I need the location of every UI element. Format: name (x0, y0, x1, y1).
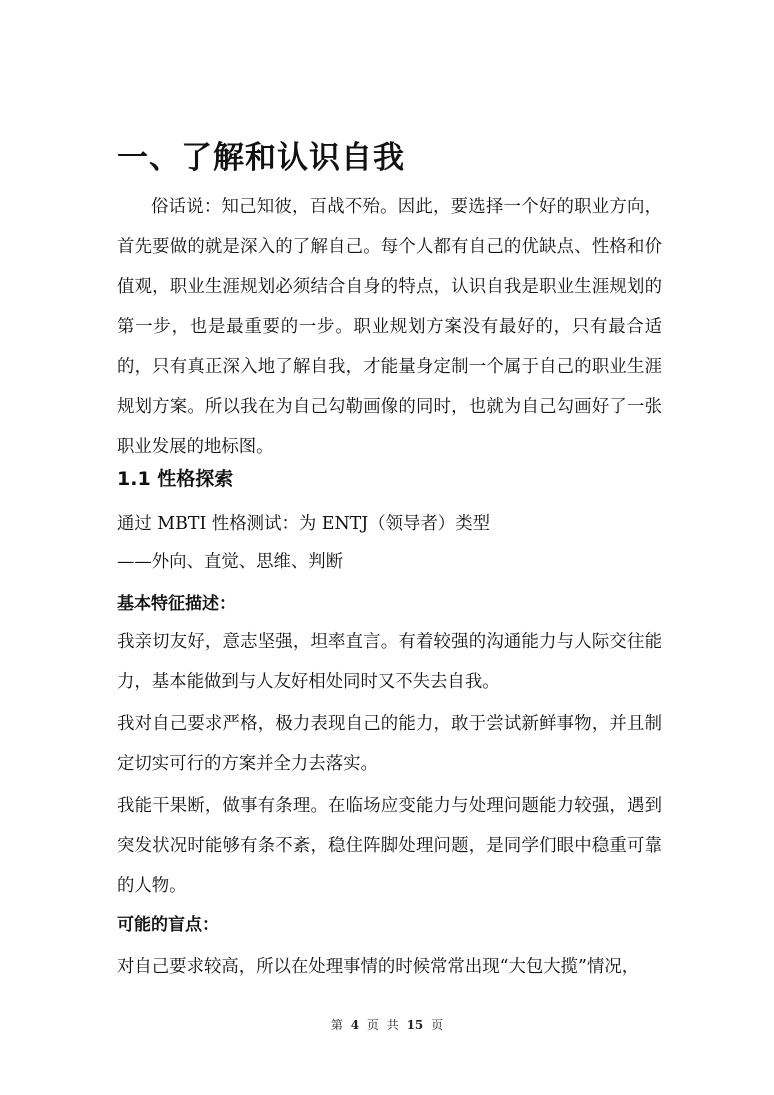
feature-paragraph-3: 我能干果断，做事有条理。在临场应变能力与处理问题能力较强，遇到突发状况时能够有条不紊，稳住阵脚处理问题，是同学们眼中稳重可靠的人物。 (117, 796, 662, 896)
feature-paragraph-1: 我亲切友好，意志坚强，坦率直言。有着较强的沟通能力与人际交往能力，基本能做到与人友好相处同时又不失去自我。 (117, 632, 662, 692)
features-label: 基本特征描述： (117, 594, 236, 614)
blindspots-first-line: 对自己要求较高，所以在处理事情的时候常常出现“大包大揽”情况， (117, 957, 640, 977)
mbti-result-line: 通过 MBTI 性格测试：为 ENTJ（领导者）类型 (117, 514, 490, 534)
footer-di: 第 (330, 1018, 343, 1032)
intro-paragraph: 俗话说：知己知彼，百战不殆。因此，要选择一个好的职业方向，首先要做的就是深入的了解自己。每个人都有自己的优缺点、性格和价值观，职业生涯规划必须结合自身的特点，认识自我是职业生涯规划的第一步，也是最重要的一步。职业规划方案没有最好的，只有最合适的，只有真正深入地了解自我，才能量身定制一个属于自己的职业生涯规划方案。所以我在为自己勾勒画像的同时，也就为自己勾画好了一张职业发展的地标图。 (117, 197, 662, 457)
page-footer (0, 1015, 774, 1035)
footer-total-pages: 15 (406, 1018, 424, 1032)
section-heading: 1.1 性格探索 (117, 468, 234, 490)
footer-page-number: 4 (350, 1018, 360, 1032)
footer-ye-end: 页 (431, 1018, 444, 1032)
blindspots-label: 可能的盲点： (117, 915, 219, 935)
footer-gong: 共 (386, 1018, 399, 1032)
chapter-heading: 一、了解和认识自我 (117, 140, 405, 176)
feature-paragraph-2: 我对自己要求严格，极力表现自己的能力，敢于尝试新鲜事物，并且制定切实可行的方案并全力去落实。 (117, 714, 662, 774)
mbti-traits-line: ——外向、直觉、思维、判断 (117, 552, 344, 572)
footer-ye: 页 (366, 1018, 379, 1032)
